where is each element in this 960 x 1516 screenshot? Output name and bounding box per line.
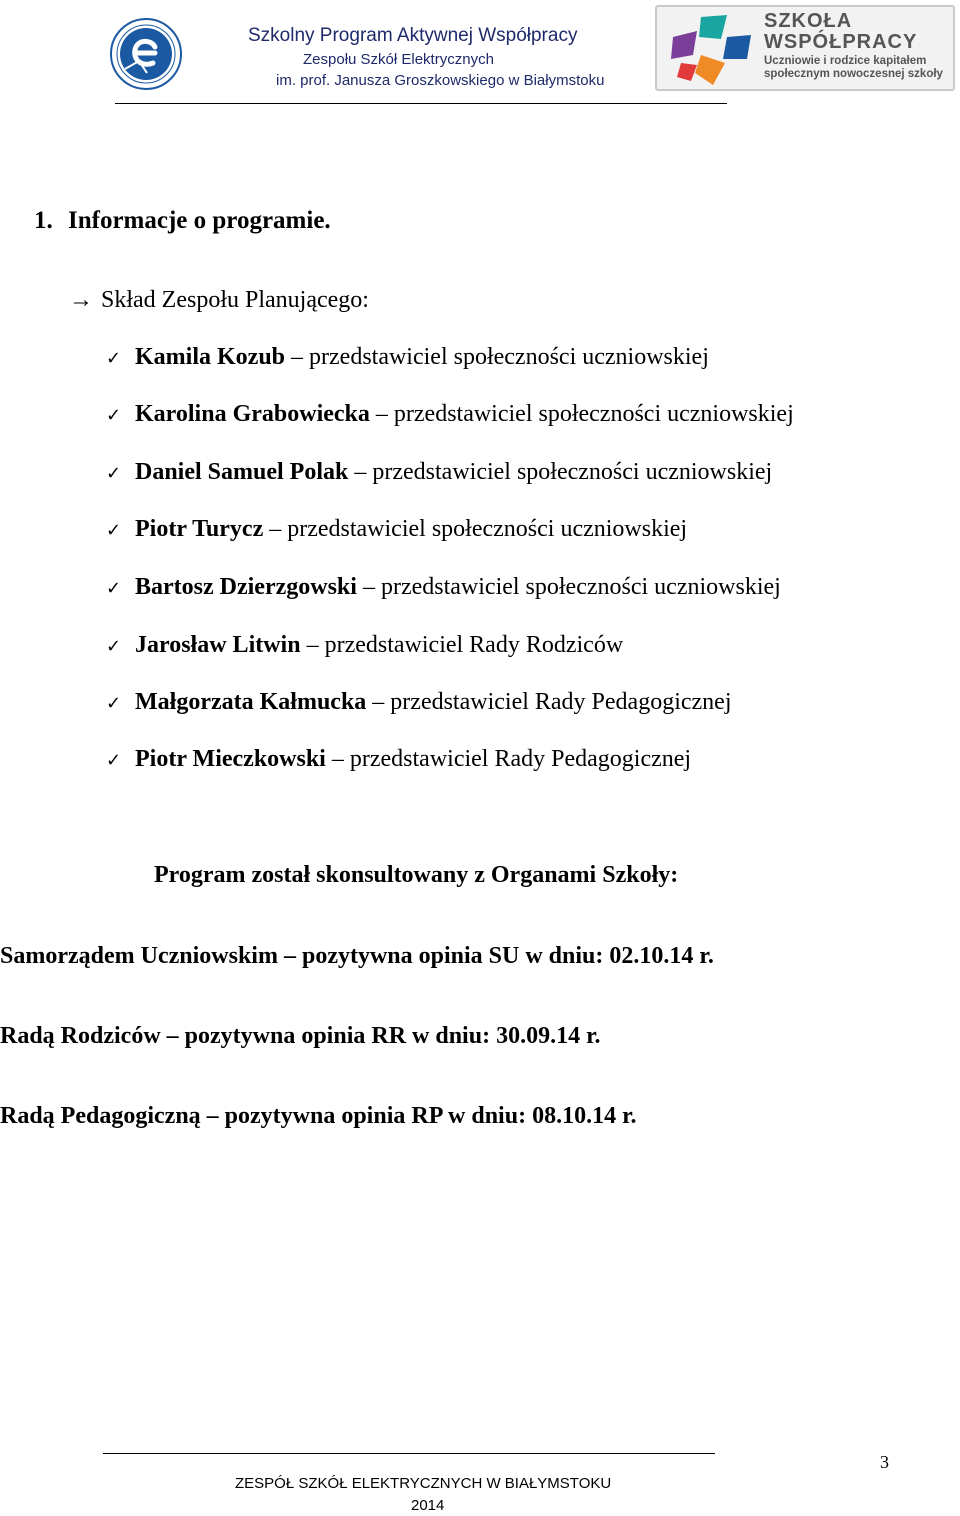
opinion-line: Samorządem Uczniowskim – pozytywna opinia SU w dniu: 02.10.14 r. — [0, 943, 714, 969]
section-title: Informacje o programie. — [68, 207, 331, 234]
member-role: – przedstawiciel społeczności uczniowskiej — [369, 401, 794, 427]
member-name: Jarosław Litwin — [135, 632, 301, 658]
opinion-line: Radą Pedagogiczną – pozytywna opinia RP w dniu: 08.10.14 r. — [0, 1103, 637, 1129]
member-role: – przedstawiciel Rady Rodziców — [300, 632, 624, 658]
footer-school-name: ZESPÓŁ SZKÓŁ ELEKTRYCZNYCH W BIAŁYMSTOKU — [235, 1475, 612, 1492]
header-divider — [115, 103, 727, 104]
header-title: Szkolny Program Aktywnej Współpracy — [248, 25, 578, 46]
member-name: Piotr Turycz — [135, 516, 264, 542]
logo-tagline-2: społecznym nowoczesnej szkoły — [764, 68, 943, 80]
team-heading — [69, 287, 369, 314]
opinion-line: Radą Rodziców – pozytywna opinia RR w dniu: 30.09.14 r. — [0, 1023, 601, 1049]
checkmark-icon: ✓ — [106, 348, 122, 369]
footer-divider — [103, 1453, 715, 1454]
member-role: – przedstawiciel społeczności uczniowskiej — [285, 344, 709, 370]
arrow-right-icon: → — [69, 287, 93, 313]
member-name: Daniel Samuel Polak — [135, 459, 349, 485]
checkmark-icon: ✓ — [106, 520, 122, 541]
checkmark-icon: ✓ — [106, 693, 122, 714]
member-item — [106, 401, 794, 428]
header-patron: im. prof. Janusza Groszkowskiego w Białymstoku — [276, 72, 605, 89]
section-number: 1. — [34, 207, 53, 234]
member-item — [106, 516, 687, 543]
member-role: – przedstawiciel Rady Pedagogicznej — [366, 689, 732, 715]
checkmark-icon: ✓ — [106, 750, 122, 771]
member-role: – przedstawiciel społeczności uczniowskiej — [263, 516, 688, 542]
member-name: Małgorzata Kałmucka — [135, 689, 367, 715]
checkmark-icon: ✓ — [106, 405, 122, 426]
member-name: Bartosz Dzierzgowski — [135, 574, 357, 600]
member-item — [106, 689, 732, 716]
consultation-heading: Program został skonsultowany z Organami Szkoły: — [154, 862, 679, 888]
checkmark-icon: ✓ — [106, 636, 122, 657]
header-subtitle: Zespołu Szkół Elektrycznych — [303, 51, 494, 68]
member-item — [106, 574, 781, 601]
team-heading-text: Skład Zespołu Planującego: — [101, 287, 369, 313]
member-name: Kamila Kozub — [135, 344, 286, 370]
member-item — [106, 632, 623, 659]
footer-year: 2014 — [411, 1497, 445, 1514]
page-number: 3 — [880, 1452, 889, 1472]
member-role: – przedstawiciel społeczności uczniowskiej — [348, 459, 773, 485]
school-logo — [109, 17, 183, 91]
logo-text-wspolpracy: WSPÓŁPRACY — [764, 31, 918, 53]
member-item — [106, 746, 691, 773]
logo-text-szkola: SZKOŁA — [764, 10, 853, 32]
logo-tagline-1: Uczniowie i rodzice kapitałem — [764, 55, 927, 67]
member-name: Karolina Grabowiecka — [135, 401, 370, 427]
member-item — [106, 459, 772, 486]
member-name: Piotr Mieczkowski — [135, 746, 326, 772]
checkmark-icon: ✓ — [106, 578, 122, 599]
member-item — [106, 344, 709, 371]
member-role: – przedstawiciel Rady Pedagogicznej — [325, 746, 692, 772]
checkmark-icon: ✓ — [106, 463, 122, 484]
member-role: – przedstawiciel społeczności uczniowskiej — [356, 574, 781, 600]
